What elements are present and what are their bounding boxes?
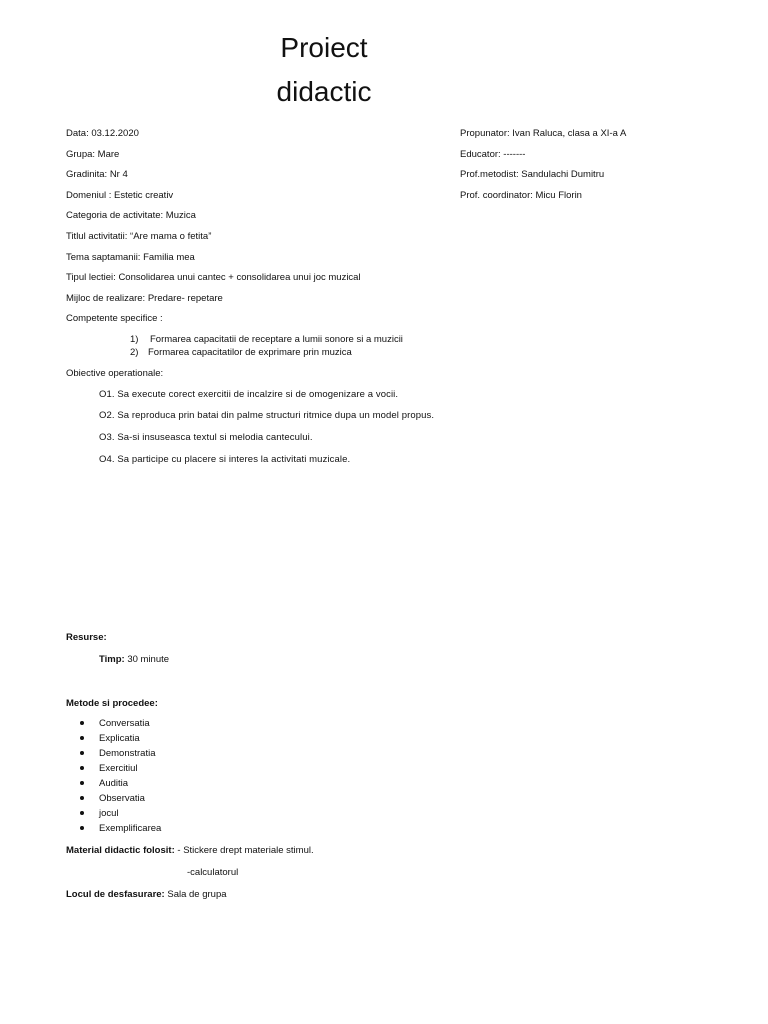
metode-list	[80, 717, 161, 837]
field-competente-heading: Competente specifice :	[66, 313, 163, 324]
field-grupa: Grupa: Mare	[66, 149, 120, 160]
competenta-number: 1)	[130, 334, 139, 345]
field-prof-metodist: Prof.metodist: Sandulachi Dumitru	[460, 169, 605, 180]
bullet-icon	[80, 751, 84, 755]
bullet-icon	[80, 811, 84, 815]
field-propunator: Propunator: Ivan Raluca, clasa a XI-a A	[460, 128, 627, 139]
list-item-text: Exercitiul	[99, 763, 138, 774]
timp-label: Timp:	[99, 654, 125, 665]
field-prof-coordinator: Prof. coordinator: Micu Florin	[460, 190, 582, 201]
list-item-text: jocul	[99, 808, 119, 819]
list-item	[80, 792, 161, 807]
bullet-icon	[80, 766, 84, 770]
field-mijloc: Mijloc de realizare: Predare- repetare	[66, 293, 223, 304]
list-item	[80, 717, 161, 732]
list-item-text: Auditia	[99, 778, 129, 789]
field-tipul-lectiei: Tipul lectiei: Consolidarea unui cantec + consolidarea unui joc muzical	[66, 272, 361, 283]
title-line-2: didactic	[276, 76, 372, 107]
list-item-text: Exemplificarea	[99, 823, 162, 834]
field-gradinita: Gradinita: Nr 4	[66, 169, 128, 180]
field-categoria: Categoria de activitate: Muzica	[66, 210, 196, 221]
obiectiv-item: O1. Sa execute corect exercitii de incalzire si de omogenizare a vocii.	[99, 389, 399, 400]
field-domeniul: Domeniul : Estetic creativ	[66, 190, 174, 201]
locul-value: Sala de grupa	[164, 889, 227, 900]
material-label: Material didactic folosit:	[66, 845, 175, 856]
resurse-heading: Resurse:	[66, 632, 107, 643]
locul-label: Locul de desfasurare:	[66, 889, 165, 900]
competenta-text: Formarea capacitatilor de exprimare prin muzica	[148, 347, 352, 358]
timp-line	[99, 653, 169, 666]
obiectiv-item: O3. Sa-si insuseasca textul si melodia cantecului.	[99, 432, 313, 443]
list-item	[80, 747, 161, 762]
obiectiv-item: O4. Sa participe cu placere si interes la activitati muzicale.	[99, 454, 351, 465]
locul-line	[66, 888, 227, 901]
metode-heading: Metode si procedee:	[66, 698, 158, 709]
timp-value: 30 minute	[127, 654, 170, 665]
obiectiv-item: O2. Sa reproduca prin batai din palme structuri ritmice dupa un model propus.	[99, 410, 435, 421]
material-value-2: -calculatorul	[187, 867, 239, 878]
competenta-text: Formarea capacitatii de receptare a lumii sonore si a muzicii	[150, 334, 403, 345]
bullet-icon	[80, 736, 84, 740]
list-item-text: Explicatia	[99, 733, 140, 744]
material-line	[66, 844, 314, 857]
list-item	[80, 822, 161, 837]
bullet-icon	[80, 826, 84, 830]
list-item-text: Conversatia	[99, 718, 150, 729]
list-item	[80, 807, 161, 822]
field-titlul: Titlul activitatii: “Are mama o fetita”	[66, 231, 212, 242]
bullet-icon	[80, 796, 84, 800]
competenta-number: 2)	[130, 347, 139, 358]
obiective-heading: Obiective operationale:	[66, 368, 164, 379]
list-item	[80, 762, 161, 777]
bullet-icon	[80, 781, 84, 785]
list-item-text: Observatia	[99, 793, 145, 804]
list-item-text: Demonstratia	[99, 748, 156, 759]
field-educator: Educator: -------	[460, 149, 526, 160]
list-item	[80, 777, 161, 792]
list-item	[80, 732, 161, 747]
field-tema: Tema saptamanii: Familia mea	[66, 252, 195, 263]
competenta-item	[130, 346, 352, 359]
title-line-1: Proiect	[280, 32, 368, 63]
field-data: Data: 03.12.2020	[66, 128, 139, 139]
bullet-icon	[80, 721, 84, 725]
competenta-item	[130, 333, 403, 346]
material-value: - Stickere drept materiale stimul.	[174, 845, 314, 856]
document-title	[240, 26, 408, 114]
